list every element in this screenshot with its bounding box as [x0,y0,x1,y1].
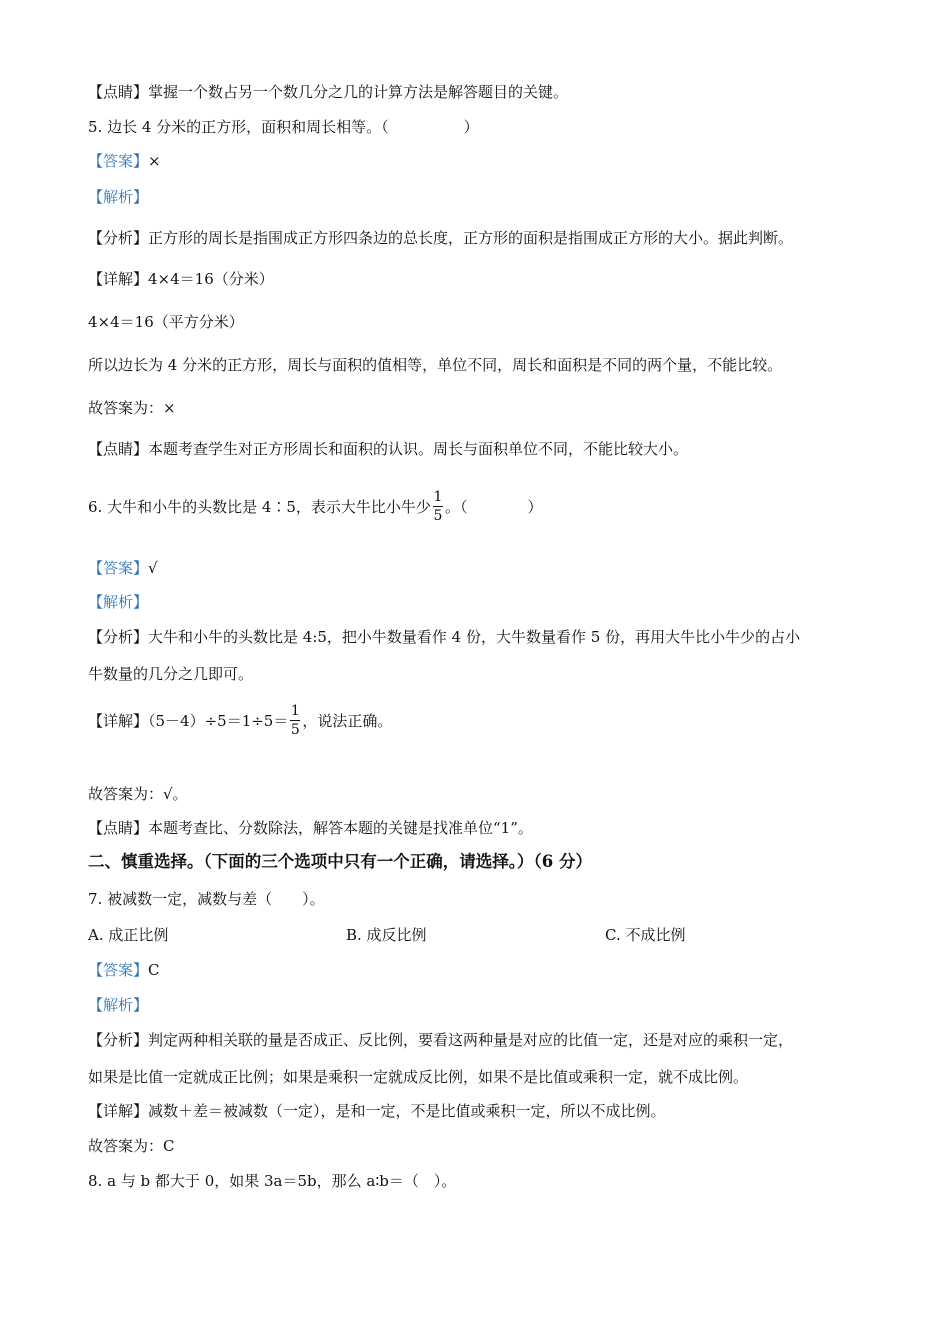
q7-analysis-tag: 【解析】 [88,996,149,1014]
q6-xiangjie-tail: ，说法正确。 [302,712,393,730]
q6-final: 故答案为：√。 [88,785,188,803]
answer-value: × [148,152,161,170]
q6-xiangjie-fraction [290,703,300,738]
q7-answer [88,960,160,980]
q7-fenxi-2: 如果是比值一定就成正比例；如果是乘积一定就成反比例，如果不是比值或乘积一定，就不成比例。 [88,1068,749,1086]
q7-option-c: C. 不成比例 [605,926,686,944]
section-heading: 二、慎重选择。（下面的三个选项中只有一个正确，请选择。）（6 分） [88,852,592,871]
q7-question: 7. 被减数一定，减数与差（ ）。 [88,890,325,908]
q8-question: 8. a 与 b 都大于 0，如果 3a＝5b，那么 a∶b＝（ ）。 [88,1172,457,1190]
q7-final: 故答案为：C [88,1137,175,1155]
q6-answer [88,558,158,578]
q4-tip: 【点睛】掌握一个数占另一个数几分之几的计算方法是解答题目的关键。 [88,83,569,101]
fraction-denominator: 5 [433,507,443,524]
q5-answer [88,151,161,171]
answer-tag: 【答案】 [88,152,149,170]
q5-tip: 【点睛】本题考查学生对正方形周长和面积的认识。周长与面积单位不同，不能比较大小。 [88,440,689,458]
q6-question-text: 6. 大牛和小牛的头数比是 4∶5，表示大牛比小牛少 [88,498,431,516]
q6-tip: 【点睛】本题考查比、分数除法，解答本题的关键是找准单位“1”。 [88,819,533,837]
answer-tag: 【答案】 [88,961,149,979]
fraction-numerator: 1 [290,702,300,719]
q5-fenxi: 【分析】正方形的周长是指围成正方形四条边的总长度，正方形的面积是指围成正方形的大小。据此判断。 [88,229,794,247]
q5-xiangjie: 【详解】4×4＝16（分米） [88,270,274,288]
q7-option-a: A. 成正比例 [88,926,169,944]
fraction-bar [433,506,443,507]
q6-fenxi-1: 【分析】大牛和小牛的头数比是 4:5，把小牛数量看作 4 份，大牛数量看作 5 份，再用大牛比小牛少的占小 [88,628,801,646]
q6-analysis-tag: 【解析】 [88,593,149,611]
fraction-numerator: 1 [433,488,443,505]
q6-question-tail: 。（ ） [444,498,543,516]
fraction-bar [290,720,300,721]
q6-xiangjie [88,694,392,748]
fraction-denominator: 5 [290,721,300,738]
q6-fenxi-2: 牛数量的几分之几即可。 [88,665,254,683]
q5-question: 5. 边长 4 分米的正方形，面积和周长相等。（ ） [88,118,479,136]
q6-question [88,480,542,534]
answer-value: √ [148,559,158,577]
q5-final: 故答案为：× [88,399,176,417]
answer-value: C [148,961,160,979]
q5-explain: 所以边长为 4 分米的正方形，周长与面积的值相等，单位不同，周长和面积是不同的两个量，不能比较。 [88,356,783,374]
answer-tag: 【答案】 [88,559,149,577]
q5-analysis-tag: 【解析】 [88,188,149,206]
q7-option-b: B. 成反比例 [346,926,427,944]
q7-xiangjie: 【详解】减数＋差＝被减数（一定），是和一定，不是比值或乘积一定，所以不成比例。 [88,1102,666,1120]
q6-xiangjie-text: 【详解】（5－4）÷5＝1÷5＝ [88,712,289,730]
q6-fraction [433,489,443,524]
q5-calc2: 4×4＝16（平方分米） [88,313,244,331]
q7-fenxi-1: 【分析】判定两种相关联的量是否成正、反比例，要看这两种量是对应的比值一定，还是对应的乘积一定， [88,1031,794,1049]
